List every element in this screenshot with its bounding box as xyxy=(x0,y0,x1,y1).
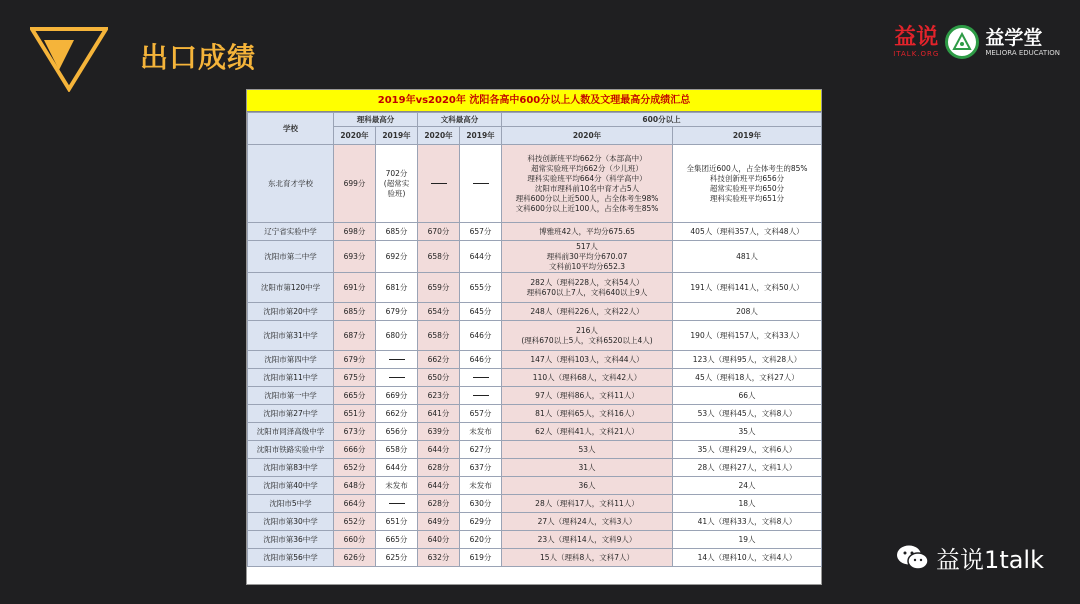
cell-o2019: 123人（理科95人，文科28人） xyxy=(673,351,822,369)
cell-a2019: 646分 xyxy=(460,321,502,351)
cell-o2020: 28人（理科17人，文科11人） xyxy=(502,495,673,513)
cell-school: 沈阳市第11中学 xyxy=(248,369,334,387)
wechat-account xyxy=(896,540,1044,575)
cell-o2019: 18人 xyxy=(673,495,822,513)
cell-o2019: 66人 xyxy=(673,387,822,405)
cell-o2020: 53人 xyxy=(502,441,673,459)
cell-school: 沈阳市第40中学 xyxy=(248,477,334,495)
cell-o2019: 481人 xyxy=(673,241,822,273)
cell-s2020: 626分 xyxy=(334,549,376,567)
cell-school: 沈阳市第20中学 xyxy=(248,303,334,321)
header-year: 2020年 xyxy=(334,127,376,145)
cell-school: 东北育才学校 xyxy=(248,145,334,223)
dash xyxy=(473,395,489,396)
meliora-logo-icon xyxy=(945,25,979,59)
cell-s2019: 681分 xyxy=(376,273,418,303)
cell-a2019: 619分 xyxy=(460,549,502,567)
table-row xyxy=(248,441,822,459)
header-year: 2020年 xyxy=(418,127,460,145)
cell-a2019: 657分 xyxy=(460,405,502,423)
cell-a2019: 未发布 xyxy=(460,477,502,495)
table-row xyxy=(248,423,822,441)
cell-o2020: 282人（理科228人，文科54人） 理科670以上7人，文科640以上9人 xyxy=(502,273,673,303)
dash xyxy=(431,183,447,184)
table-row xyxy=(248,241,822,273)
cell-s2020: 675分 xyxy=(334,369,376,387)
cell-o2019: 45人（理科18人，文科27人） xyxy=(673,369,822,387)
cell-o2020: 110人（理科68人，文科42人） xyxy=(502,369,673,387)
table-row xyxy=(248,145,822,223)
wechat-label: 益说1talk xyxy=(936,546,1044,574)
dash xyxy=(473,377,489,378)
cell-a2020: 658分 xyxy=(418,321,460,351)
cell-o2020: 147人（理科103人，文科44人） xyxy=(502,351,673,369)
cell-school: 沈阳市第83中学 xyxy=(248,459,334,477)
cell-s2019: 662分 xyxy=(376,405,418,423)
cell-a2020: 662分 xyxy=(418,351,460,369)
cell-s2020: 691分 xyxy=(334,273,376,303)
cell-a2020: 628分 xyxy=(418,459,460,477)
cell-o2020: 科技创新班平均662分（本部高中） 超常实验班平均662分（少儿班） 理科实验班平均664分（科学高中） 沈阳市理科前10名中育才占5人 理科600分以上近500人，占全体考生98% 文科600分以上近100人，占全体考生85% xyxy=(502,145,673,223)
cell-school: 沈阳市第二中学 xyxy=(248,241,334,273)
cell-s2019: 656分 xyxy=(376,423,418,441)
cell-o2020: 97人（理科86人，文科11人） xyxy=(502,387,673,405)
header-arts-max: 文科最高分 xyxy=(418,113,502,127)
cell-a2020: 658分 xyxy=(418,241,460,273)
cell-s2020: 660分 xyxy=(334,531,376,549)
cell-o2019: 28人（理科27人，文科1人） xyxy=(673,459,822,477)
cell-a2019: 655分 xyxy=(460,273,502,303)
dash xyxy=(389,377,405,378)
cell-a2019: 657分 xyxy=(460,223,502,241)
cell-s2019: 679分 xyxy=(376,303,418,321)
cell-s2020: 699分 xyxy=(334,145,376,223)
table-row xyxy=(248,405,822,423)
cell-o2019: 53人（理科45人，文科8人） xyxy=(673,405,822,423)
cell-s2020: 698分 xyxy=(334,223,376,241)
cell-s2020: 687分 xyxy=(334,321,376,351)
cell-school: 沈阳市第56中学 xyxy=(248,549,334,567)
cell-s2020: 665分 xyxy=(334,387,376,405)
cell-s2020: 693分 xyxy=(334,241,376,273)
table-row xyxy=(248,495,822,513)
cell-school: 沈阳市铁路实验中学 xyxy=(248,441,334,459)
cell-o2020: 62人（理科41人，文科21人） xyxy=(502,423,673,441)
score-summary-table xyxy=(246,89,822,585)
cell-a2019: 644分 xyxy=(460,241,502,273)
meliora-logo-text: 益学堂 MELIORA EDUCATION xyxy=(985,27,1060,57)
page-title: 出口成绩 xyxy=(140,41,257,74)
header-science-max: 理科最高分 xyxy=(334,113,418,127)
cell-s2020: 652分 xyxy=(334,513,376,531)
cell-a2020: 644分 xyxy=(418,441,460,459)
cell-s2019 xyxy=(376,351,418,369)
cell-school: 沈阳市第120中学 xyxy=(248,273,334,303)
cell-a2020: 632分 xyxy=(418,549,460,567)
cell-school: 沈阳市第31中学 xyxy=(248,321,334,351)
cell-a2020: 649分 xyxy=(418,513,460,531)
cell-a2019: 646分 xyxy=(460,351,502,369)
table-row xyxy=(248,223,822,241)
cell-a2020: 654分 xyxy=(418,303,460,321)
header-year: 2019年 xyxy=(376,127,418,145)
cell-o2020: 248人（理科226人，文科22人） xyxy=(502,303,673,321)
cell-a2019: 630分 xyxy=(460,495,502,513)
cell-o2019: 191人（理科141人，文科50人） xyxy=(673,273,822,303)
cell-a2020: 623分 xyxy=(418,387,460,405)
cell-o2020: 81人（理科65人，文科16人） xyxy=(502,405,673,423)
cell-school: 沈阳市第四中学 xyxy=(248,351,334,369)
cell-school: 沈阳市5中学 xyxy=(248,495,334,513)
cell-o2020: 216人 (理科670以上5人，文科6520以上4人) xyxy=(502,321,673,351)
cell-s2019 xyxy=(376,369,418,387)
table-row xyxy=(248,477,822,495)
cell-s2020: 679分 xyxy=(334,351,376,369)
cell-a2019: 645分 xyxy=(460,303,502,321)
cell-s2020: 666分 xyxy=(334,441,376,459)
cell-a2019 xyxy=(460,387,502,405)
cell-o2019: 208人 xyxy=(673,303,822,321)
dash xyxy=(389,503,405,504)
cell-s2019 xyxy=(376,495,418,513)
table-row xyxy=(248,549,822,567)
cell-s2020: 651分 xyxy=(334,405,376,423)
cell-s2019: 669分 xyxy=(376,387,418,405)
cell-a2020: 640分 xyxy=(418,531,460,549)
score-table xyxy=(247,112,822,567)
yishuo-logo: 益说 ITALK.ORG xyxy=(893,25,940,58)
table-row xyxy=(248,351,822,369)
table-row xyxy=(248,387,822,405)
dash xyxy=(473,183,489,184)
cell-a2020: 659分 xyxy=(418,273,460,303)
wechat-icon xyxy=(896,544,930,572)
cell-o2020: 15人（理科8人，文科7人） xyxy=(502,549,673,567)
cell-o2020: 27人（理科24人，文科3人） xyxy=(502,513,673,531)
cell-o2019: 24人 xyxy=(673,477,822,495)
cell-school: 沈阳市第27中学 xyxy=(248,405,334,423)
cell-o2019: 35人 xyxy=(673,423,822,441)
cell-o2020: 31人 xyxy=(502,459,673,477)
table-row xyxy=(248,513,822,531)
brand-logos xyxy=(893,22,1060,62)
cell-a2020: 628分 xyxy=(418,495,460,513)
table-row xyxy=(248,459,822,477)
cell-s2019: 625分 xyxy=(376,549,418,567)
table-title: 2019年vs2020年 沈阳各高中600分以上人数及文理最高分成绩汇总 xyxy=(247,90,821,112)
cell-s2019: 644分 xyxy=(376,459,418,477)
cell-a2019: 637分 xyxy=(460,459,502,477)
cell-o2019: 405人（理科357人，文科48人） xyxy=(673,223,822,241)
cell-a2020: 644分 xyxy=(418,477,460,495)
dash xyxy=(389,359,405,360)
cell-s2019: 692分 xyxy=(376,241,418,273)
cell-school: 辽宁省实验中学 xyxy=(248,223,334,241)
cell-school: 沈阳市第一中学 xyxy=(248,387,334,405)
cell-a2019: 627分 xyxy=(460,441,502,459)
header-year: 2020年 xyxy=(502,127,673,145)
cell-s2019: 658分 xyxy=(376,441,418,459)
cell-a2019: 620分 xyxy=(460,531,502,549)
cell-a2019: 未发布 xyxy=(460,423,502,441)
logo-triangle-icon xyxy=(30,26,108,92)
cell-o2019: 35人（理科29人，文科6人） xyxy=(673,441,822,459)
cell-o2019: 190人（理科157人，文科33人） xyxy=(673,321,822,351)
table-row xyxy=(248,321,822,351)
header-year: 2019年 xyxy=(460,127,502,145)
cell-o2020: 博雅班42人，平均分675.65 xyxy=(502,223,673,241)
cell-a2019 xyxy=(460,145,502,223)
table-row xyxy=(248,273,822,303)
header-school: 学校 xyxy=(248,113,334,145)
cell-s2019: 651分 xyxy=(376,513,418,531)
cell-school: 沈阳市第36中学 xyxy=(248,531,334,549)
cell-s2020: 685分 xyxy=(334,303,376,321)
table-row xyxy=(248,531,822,549)
cell-s2019: 未发布 xyxy=(376,477,418,495)
cell-o2020: 36人 xyxy=(502,477,673,495)
cell-s2020: 664分 xyxy=(334,495,376,513)
cell-s2020: 648分 xyxy=(334,477,376,495)
cell-o2019: 全集团近600人，占全体考生的85% 科技创新班平均656分 超常实验班平均650分 理科实验班平均651分 xyxy=(673,145,822,223)
cell-a2020: 639分 xyxy=(418,423,460,441)
cell-s2020: 652分 xyxy=(334,459,376,477)
cell-o2019: 14人（理科10人，文科4人） xyxy=(673,549,822,567)
cell-o2020: 517人 理科前30平均分670.07 文科前10平均分652.3 xyxy=(502,241,673,273)
cell-a2019: 629分 xyxy=(460,513,502,531)
cell-o2020: 23人（理科14人，文科9人） xyxy=(502,531,673,549)
table-row xyxy=(248,369,822,387)
header-year: 2019年 xyxy=(673,127,822,145)
cell-o2019: 19人 xyxy=(673,531,822,549)
cell-a2019 xyxy=(460,369,502,387)
cell-a2020: 641分 xyxy=(418,405,460,423)
cell-s2019: 685分 xyxy=(376,223,418,241)
cell-s2020: 673分 xyxy=(334,423,376,441)
cell-a2020: 650分 xyxy=(418,369,460,387)
cell-s2019: 665分 xyxy=(376,531,418,549)
cell-s2019: 702分 (超常实 验班) xyxy=(376,145,418,223)
cell-a2020 xyxy=(418,145,460,223)
cell-school: 沈阳市同泽高级中学 xyxy=(248,423,334,441)
cell-school: 沈阳市第30中学 xyxy=(248,513,334,531)
table-row xyxy=(248,303,822,321)
header-over600: 600分以上 xyxy=(502,113,822,127)
cell-a2020: 670分 xyxy=(418,223,460,241)
cell-o2019: 41人（理科33人，文科8人） xyxy=(673,513,822,531)
cell-s2019: 680分 xyxy=(376,321,418,351)
